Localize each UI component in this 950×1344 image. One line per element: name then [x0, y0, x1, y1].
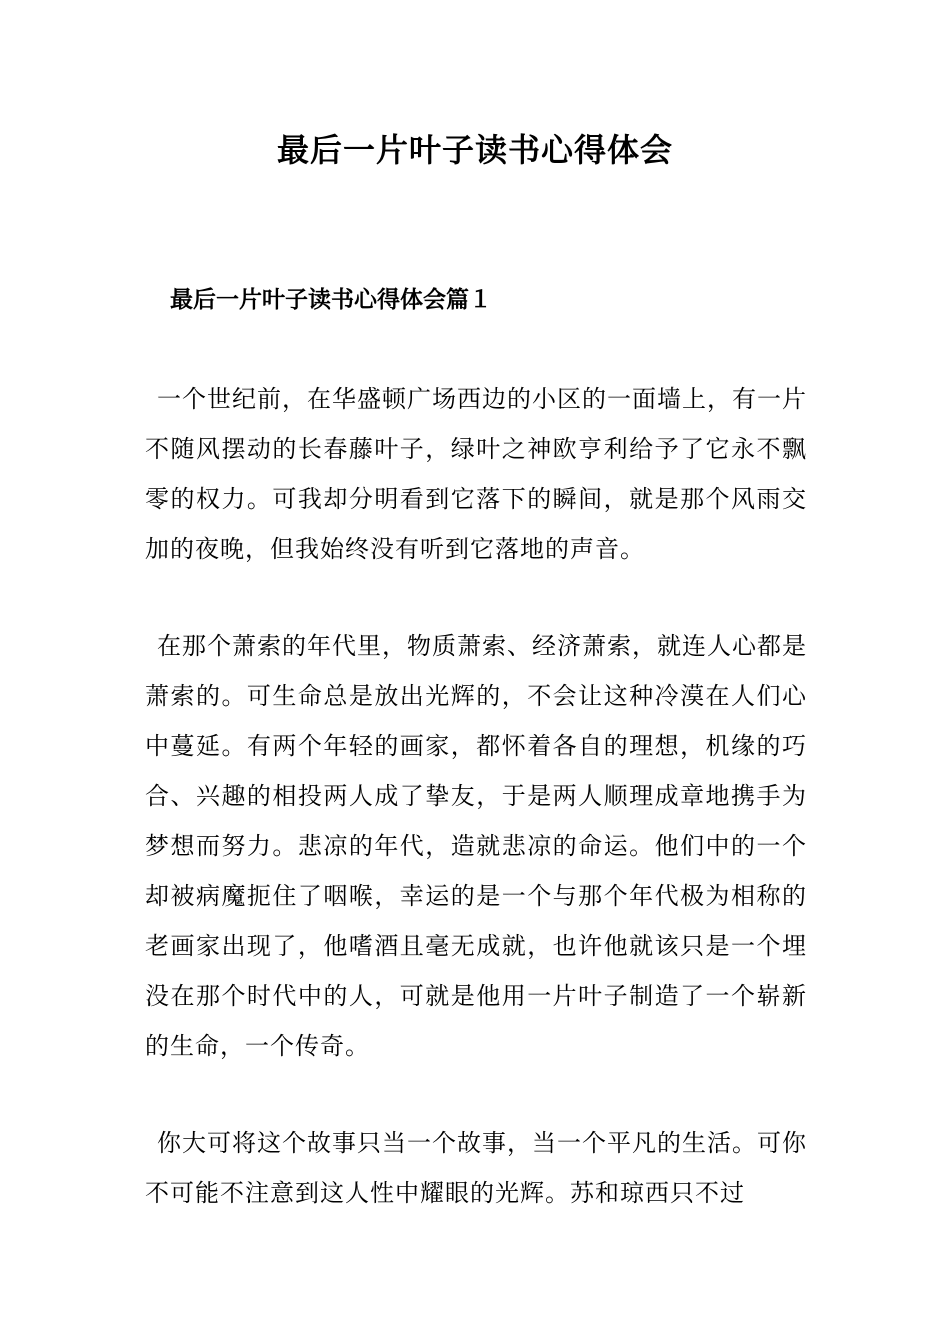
- section-heading: 最后一片叶子读书心得体会篇１: [170, 286, 492, 313]
- paragraph-3: 你大可将这个故事只当一个故事，当一个平凡的生活。可你不可能不注意到这人性中耀眼的光辉。苏和琼西只不过: [145, 1129, 807, 1207]
- paragraph-2: 在那个萧索的年代里，物质萧索、经济萧索，就连人心都是萧索的。可生命总是放出光辉的，不会让这种冷漠在人们心中蔓延。有两个年轻的画家，都怀着各自的理想，机缘的巧合、兴趣的相投两人成了挚友，于是两人顺理成章地携手为梦想而努力。悲凉的年代，造就悲凉的命运。他们中的一个却被病魔扼住了咽喉，幸运的是一个与那个年代极为相称的老画家出现了，他嗜酒且毫无成就，也许他就该只是一个埋没在那个时代中的人，可就是他用一片叶子制造了一个崭新的生命，一个传奇。: [145, 632, 807, 1060]
- page-title: 最后一片叶子读书心得体会: [276, 131, 673, 169]
- paragraph-1: 一个世纪前，在华盛顿广场西边的小区的一面墙上，有一片不随风摆动的长春藤叶子，绿叶之神欧亨利给予了它永不飘零的权力。可我却分明看到它落下的瞬间，就是那个风雨交加的夜晚，但我始终没有听到它落地的声音。: [145, 385, 807, 563]
